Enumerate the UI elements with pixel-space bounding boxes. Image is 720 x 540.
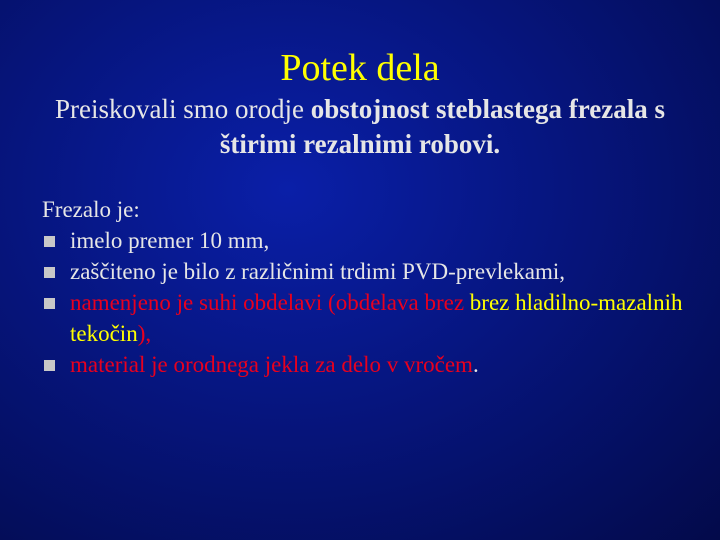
- square-bullet-icon: [44, 360, 55, 371]
- bullet-text: zaščiteno je bilo z različnimi trdimi PVD-prevlekami,: [70, 259, 565, 284]
- bullet-item-material: [42, 349, 702, 380]
- bullet-text-tail: .: [472, 352, 479, 377]
- bullet-text-red: material je orodnega jekla za delo v vročem: [70, 352, 473, 377]
- square-bullet-icon: [44, 236, 55, 247]
- body-lead: Frezalo je:: [42, 197, 140, 222]
- bullet-item-coating: [42, 256, 702, 287]
- bullet-text-red-tail: ),: [137, 321, 152, 346]
- slide-title: Potek dela: [280, 47, 440, 89]
- bullet-item-dry-machining: [42, 287, 702, 349]
- slide-subtitle: [40, 92, 680, 162]
- bullet-text-red: namenjeno je suhi obdelavi (obdelava brez: [70, 290, 470, 315]
- bullet-text: imelo premer 10 mm,: [70, 228, 270, 253]
- subtitle-bold-text: obstojnost steblastega frezala s štirimi rezalnimi robovi.: [219, 94, 665, 159]
- slide-body: [42, 194, 702, 380]
- bullet-list: [42, 225, 702, 380]
- bullet-text-yellow: brez hladilno-mazalnih tekočin: [70, 290, 683, 346]
- square-bullet-icon: [44, 267, 55, 278]
- bullet-item-diameter: [42, 225, 702, 256]
- square-bullet-icon: [44, 298, 55, 309]
- subtitle-plain-text: Preiskovali smo orodje: [55, 94, 311, 124]
